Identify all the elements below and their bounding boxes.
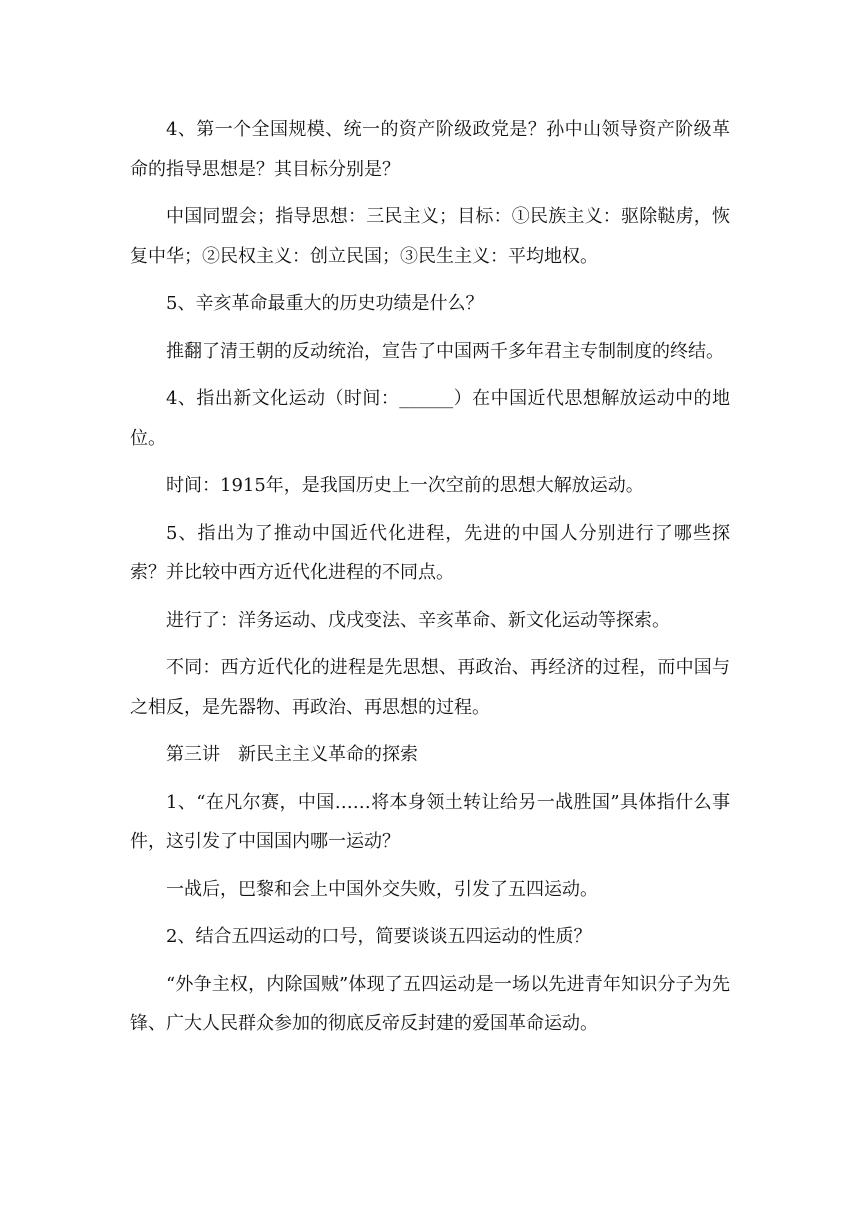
answer-paragraph: 时间：1915年，是我国历史上一次空前的思想大解放运动。 xyxy=(166,475,644,496)
question-paragraph: 2、结合五四运动的口号，简要谈谈五四运动的性质？ xyxy=(166,926,592,947)
answer-paragraph: “外争主权，内除国贼”体现了五四运动是一场以先进青年知识分子为先锋、广大人民群众参加的彻底反帝反封建的爱国革命运动。 xyxy=(130,973,730,1034)
document-body xyxy=(130,110,730,1052)
answer-paragraph: 进行了：洋务运动、戊戌变法、辛亥革命、新文化运动等探索。 xyxy=(166,609,670,631)
question-paragraph: 4、指出新文化运动（时间：______）在中国近代思想解放运动中的地位。 xyxy=(130,388,730,449)
question-paragraph: 1、“在凡尔赛，中国……将本身领土转让给另一战胜国”具体指什么事件，这引发了中国国内哪一运动？ xyxy=(130,791,730,852)
question-paragraph: 5、指出为了推动中国近代化进程，先进的中国人分别进行了哪些探索？并比较中西方近代化进程的不同点。 xyxy=(130,522,730,583)
answer-paragraph: 中国同盟会；指导思想：三民主义；目标：①民族主义：驱除鞑虏，恢复中华；②民权主义：创立民国；③民生主义：平均地权。 xyxy=(130,206,730,267)
answer-paragraph: 一战后，巴黎和会上中国外交失败，引发了五四运动。 xyxy=(166,878,598,900)
question-paragraph: 5、辛亥革命最重大的历史功绩是什么？ xyxy=(166,293,484,314)
question-paragraph: 4、第一个全国规模、统一的资产阶级政党是？孙中山领导资产阶级革命的指导思想是？其目标分别是？ xyxy=(130,119,730,180)
answer-paragraph: 推翻了清王朝的反动统治，宣告了中国两千多年君主专制制度的终结。 xyxy=(166,340,724,362)
answer-paragraph: 不同：西方近代化的进程是先思想、再政治、再经济的过程，而中国与之相反，是先器物、再政治、再思想的过程。 xyxy=(130,657,730,718)
section-heading: 第三讲 新民主主义革命的探索 xyxy=(166,744,418,765)
